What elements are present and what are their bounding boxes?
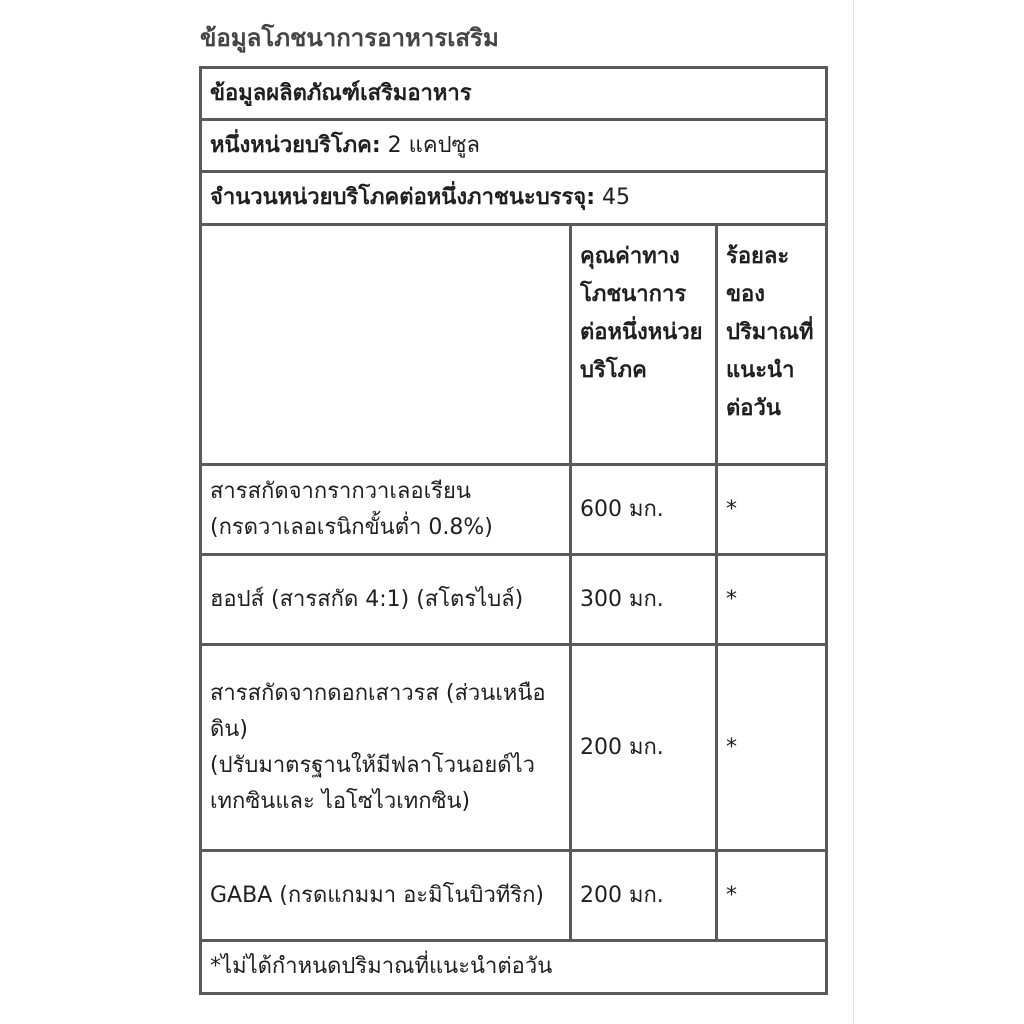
ingredient-amount: 600 มก. — [571, 465, 717, 555]
ingredient-daily-value: * — [717, 851, 827, 941]
ingredient-amount: 200 มก. — [571, 645, 717, 851]
serving-size-cell — [201, 120, 827, 172]
serving-size-row — [201, 120, 827, 172]
servings-per-container-value: 45 — [595, 185, 630, 210]
ingredient-daily-value: * — [717, 465, 827, 555]
ingredient-name — [201, 645, 571, 851]
table-row — [201, 465, 827, 555]
table-row — [201, 555, 827, 645]
amount-per-serving-header: คุณค่าทางโภชนาการต่อหนึ่งหน่วยบริโภค — [571, 225, 717, 465]
ingredient-column-header — [201, 225, 571, 465]
ingredient-detail-line: (กรดวาเลอเรนิกขั้นต่ำ 0.8%) — [210, 514, 493, 540]
ingredient-name-line: สารสกัดจากดอกเสาวรส (ส่วนเหนือดิน) — [210, 680, 546, 742]
daily-value-header: ร้อยละของปริมาณที่แนะนำต่อวัน — [717, 225, 827, 465]
servings-per-container-cell — [201, 172, 827, 225]
section-title: ข้อมูลโภชนาการอาหารเสริม — [200, 24, 499, 52]
footnote: *ไม่ได้กำหนดปริมาณที่แนะนำต่อวัน — [201, 941, 827, 994]
ingredient-daily-value: * — [717, 645, 827, 851]
ingredient-amount: 200 มก. — [571, 851, 717, 941]
table-row — [201, 645, 827, 851]
serving-size-value: 2 แคปซูล — [380, 132, 480, 158]
column-header-row — [201, 225, 827, 465]
table-row — [201, 851, 827, 941]
ingredient-name: ฮอปส์ (สารสกัด 4:1) (สโตรไบล์) — [201, 555, 571, 645]
page-divider — [853, 0, 854, 1024]
ingredient-amount: 300 มก. — [571, 555, 717, 645]
supplement-facts-table — [199, 66, 828, 995]
table-header-row — [201, 68, 827, 120]
servings-per-container-row — [201, 172, 827, 225]
ingredient-name — [201, 465, 571, 555]
serving-size-label: หนึ่งหน่วยบริโภค: — [210, 132, 381, 158]
ingredient-name: GABA (กรดแกมมา อะมิโนบิวทีริก) — [201, 851, 571, 941]
ingredient-detail-line: (ปรับมาตรฐานให้มีฟลาโวนอยด์ไวเทกซินและ ไอโซไวเทกซิน) — [210, 752, 535, 814]
footnote-row — [201, 941, 827, 994]
ingredient-name-line: สารสกัดจากรากวาเลอเรียน — [210, 478, 471, 504]
ingredient-daily-value: * — [717, 555, 827, 645]
table-header: ข้อมูลผลิตภัณฑ์เสริมอาหาร — [201, 68, 827, 120]
servings-per-container-label: จำนวนหน่วยบริโภคต่อหนึ่งภาชนะบรรจุ: — [210, 185, 595, 210]
